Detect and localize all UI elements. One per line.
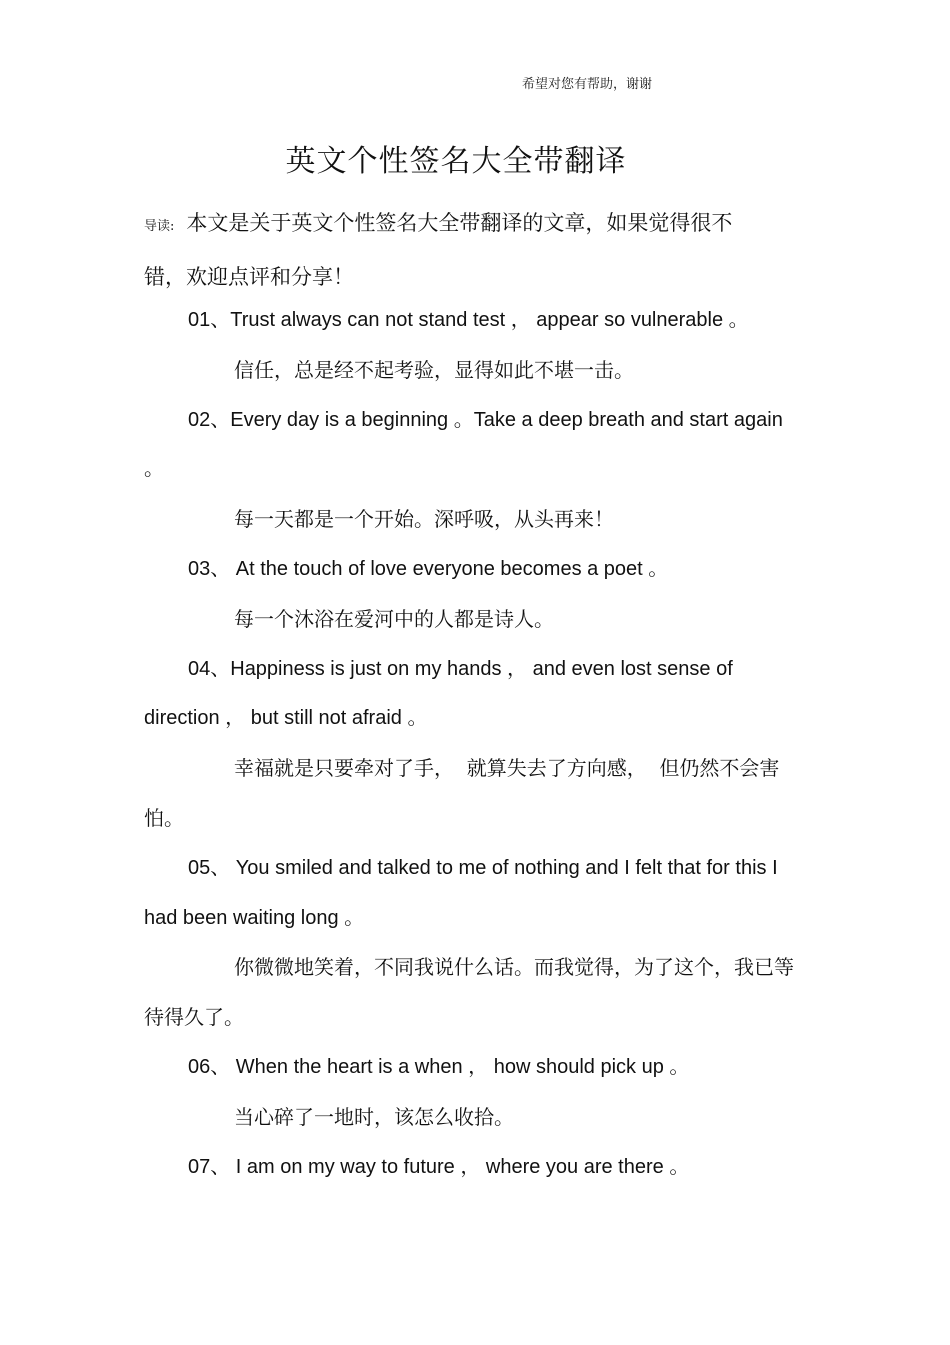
header-note: 希望对您有帮助，谢谢	[522, 77, 653, 92]
entry-english: 07、 I am on my way to future ， where you are there 。	[188, 1155, 690, 1178]
entry-english: 01、Trust always can not stand test ， appear so vulnerable 。	[188, 309, 749, 331]
entry-chinese: 信任，总是经不起考验，显得如此不堪一击。	[234, 357, 634, 382]
entry-chinese: 幸福就是只要牵对了手， 就算失去了方向感， 但仍然不会害怕。	[144, 756, 780, 830]
intro-label: 导读:	[144, 219, 175, 234]
entry-english: 02、Every day is a beginning 。Take a deep breath and start again 。	[144, 408, 789, 481]
document-title: 英文个性签名大全带翻译	[285, 144, 627, 179]
entry-english: 06、 When the heart is a when ， how should pick up 。	[188, 1055, 690, 1078]
entry-english: 03、 At the touch of love everyone becomes a poet 。	[188, 557, 669, 580]
entry-chinese: 当心碎了一地时，该怎么收拾。	[234, 1104, 514, 1129]
entry-english: 04、Happiness is just on my hands ， and even lost sense of direction ， but still not afraid 。	[144, 657, 739, 730]
entry-chinese: 每一个沐浴在爱河中的人都是诗人。	[234, 606, 554, 631]
intro-paragraph	[144, 198, 754, 302]
intro-text: 本文是关于英文个性签名大全带翻译的文章，如果觉得很不错，欢迎点评和分享！	[144, 211, 733, 289]
entry-chinese: 每一天都是一个开始。深呼吸，从头再来！	[234, 507, 614, 532]
entries-list	[144, 296, 804, 1192]
entry-english: 05、 You smiled and talked to me of nothing and I felt that for this I had been waiting long 。	[144, 856, 784, 929]
entry-chinese: 你微微地笑着，不同我说什么话。而我觉得，为了这个，我已等待得久了。	[144, 955, 794, 1030]
